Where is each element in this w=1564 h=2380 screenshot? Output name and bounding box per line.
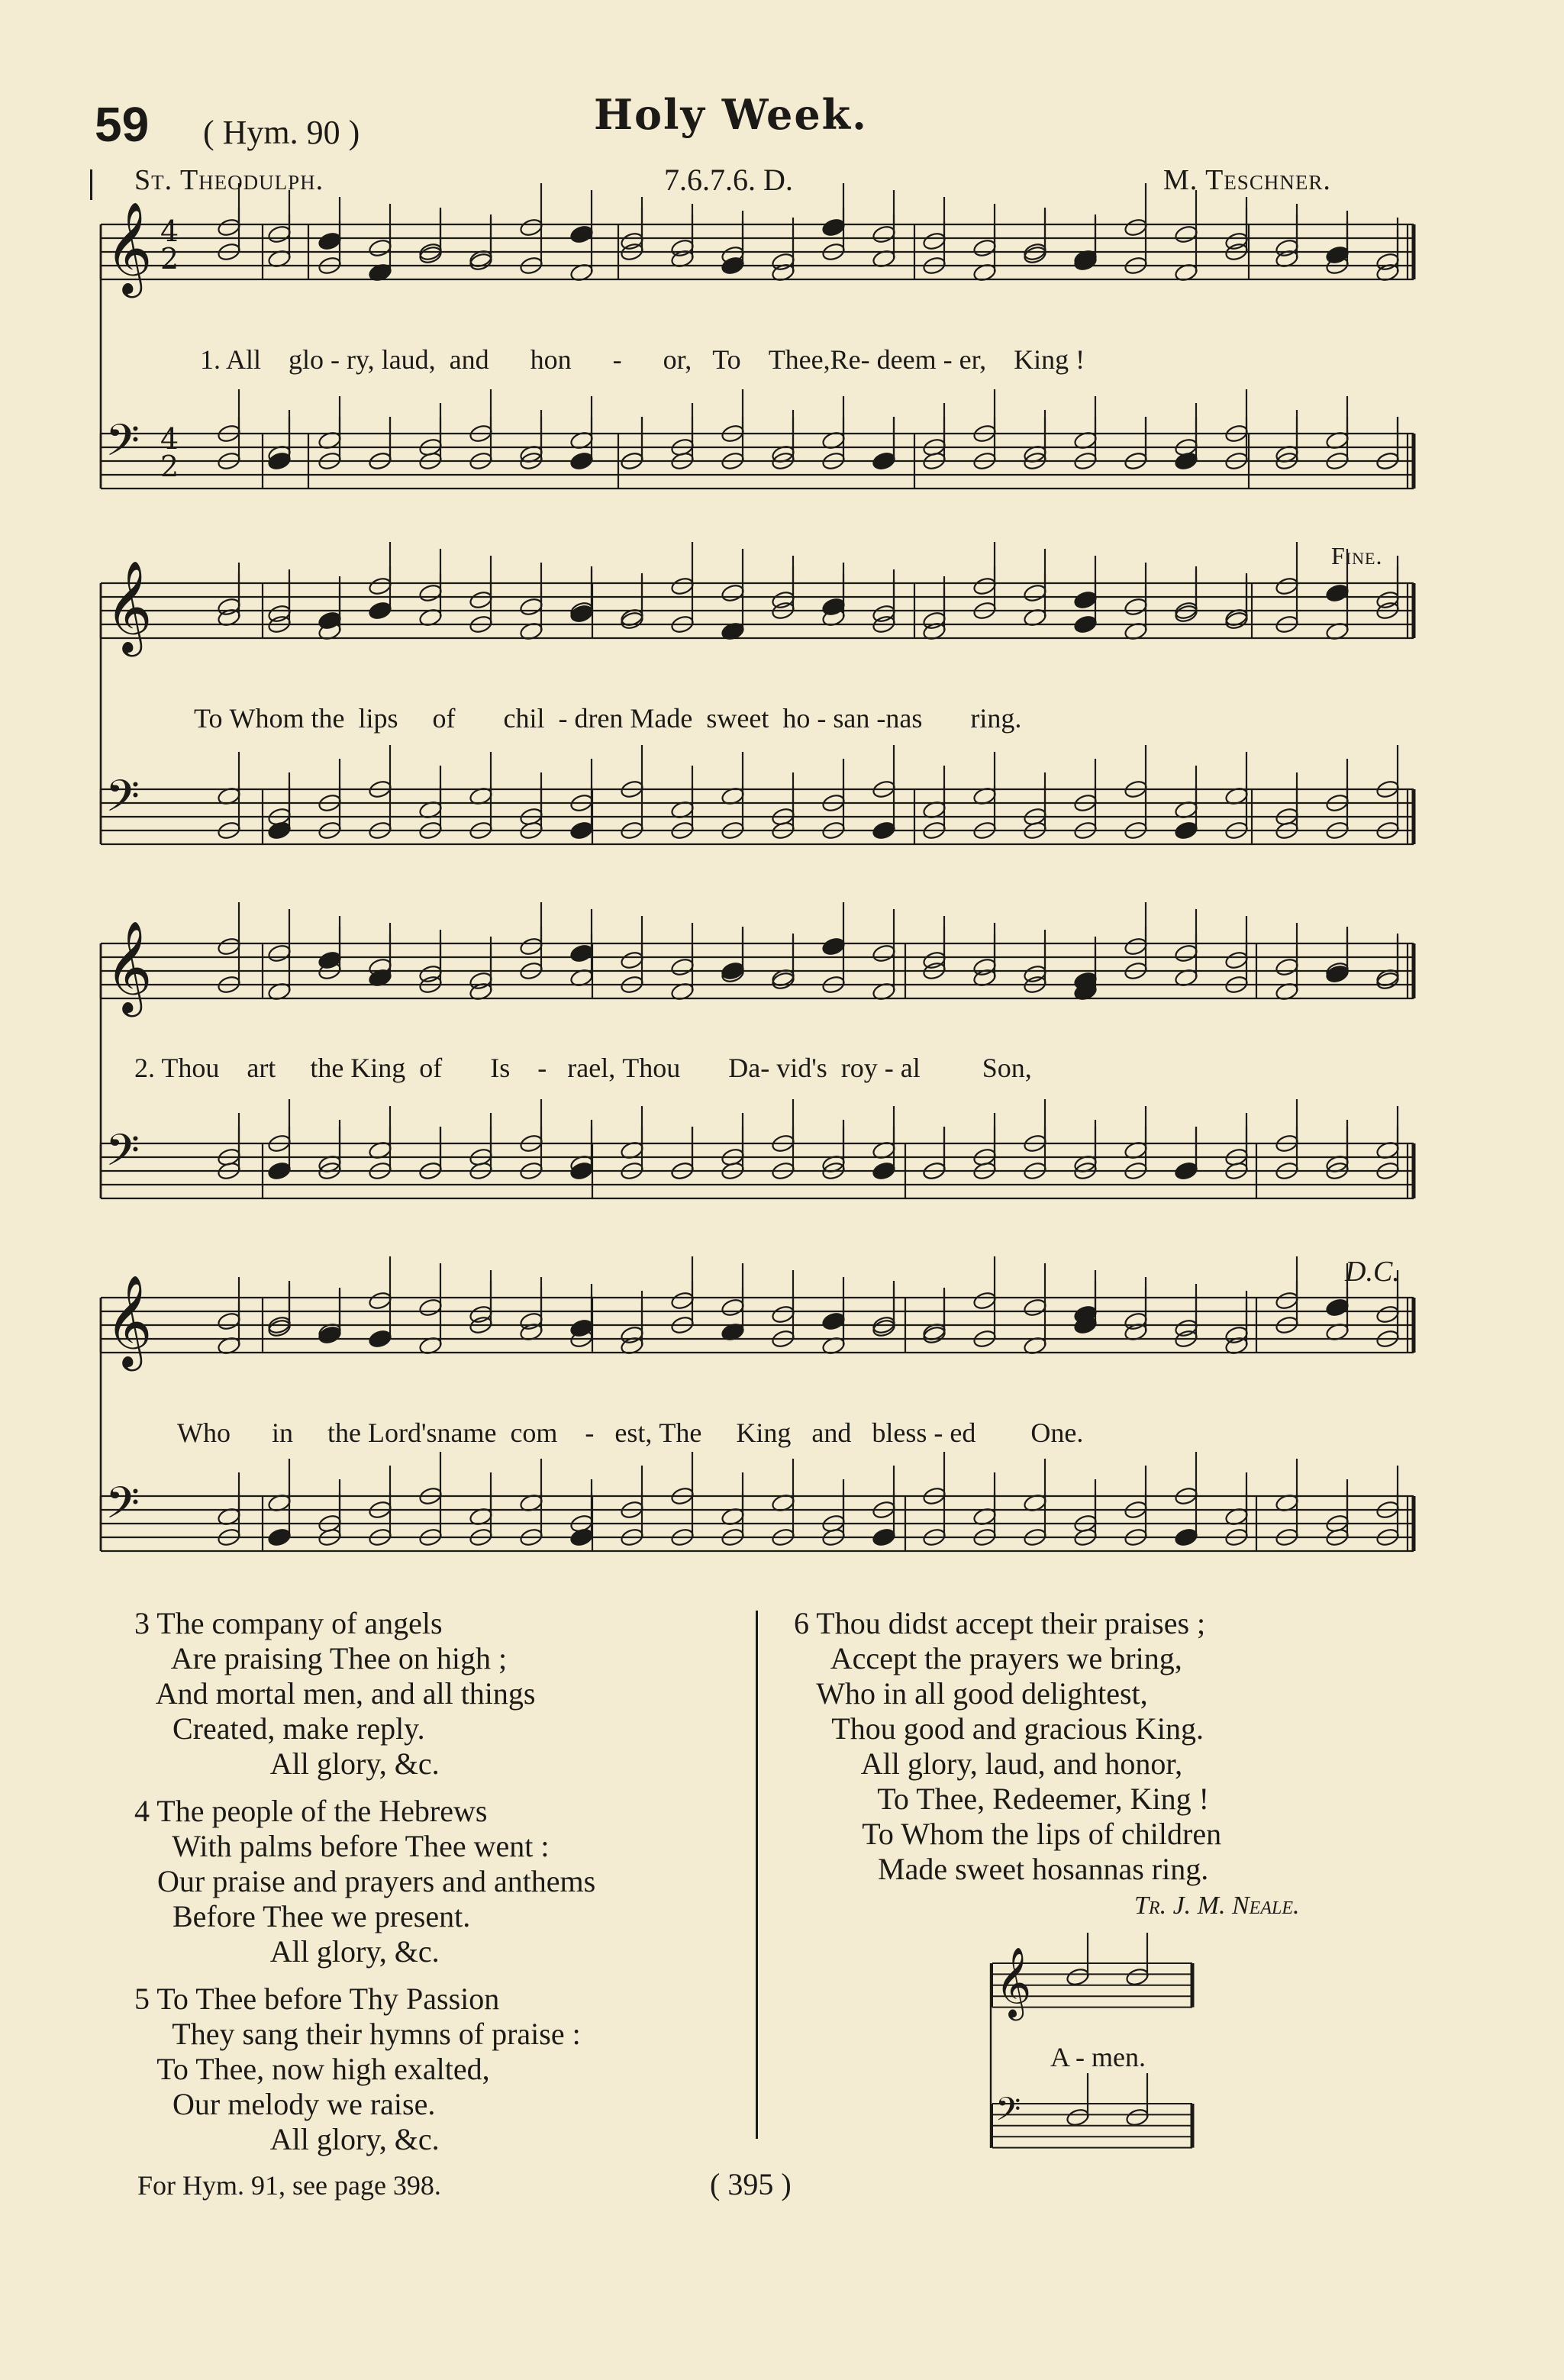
notehead (569, 821, 594, 840)
notehead (1124, 597, 1148, 617)
notehead (872, 821, 896, 840)
notehead (217, 937, 241, 956)
notehead (972, 238, 997, 258)
notehead (569, 1318, 594, 1338)
notehead (1174, 1161, 1198, 1181)
notehead (267, 943, 292, 963)
notehead (1023, 964, 1047, 984)
notehead (872, 1161, 896, 1181)
bass-clef: 𝄢 (995, 2091, 1021, 2137)
amen-text: A - men. (1050, 2042, 1146, 2072)
notehead (670, 1291, 695, 1311)
notehead (620, 950, 644, 970)
notehead (569, 943, 594, 963)
time-signature: 2 (160, 450, 179, 483)
notehead (1325, 583, 1350, 603)
notehead (217, 1311, 241, 1331)
treble-clef: 𝄞 (105, 920, 153, 1013)
cross-reference: For Hym. 91, see page 398. (137, 2170, 441, 2201)
time-signature: 4 (160, 214, 179, 248)
notehead (267, 1527, 292, 1547)
bass-clef: 𝄢 (105, 414, 140, 477)
notehead (1125, 2107, 1150, 2127)
notehead (771, 1304, 795, 1324)
notehead (1174, 1527, 1198, 1547)
verse-5: 5 To Thee before Thy Passion They sang their hymns of praise : To Thee, now high exalted, Our melody we raise. All glory, &c. (134, 1982, 581, 2156)
column-divider (756, 1611, 758, 2139)
notehead (922, 231, 946, 251)
notehead (721, 583, 745, 603)
notehead (469, 590, 493, 610)
notehead (267, 224, 292, 244)
notehead (217, 218, 241, 237)
notehead (469, 1304, 493, 1324)
notehead (1124, 937, 1148, 956)
notehead (972, 1291, 997, 1311)
notehead (519, 1311, 543, 1331)
notehead (368, 238, 392, 258)
notehead (267, 604, 292, 624)
notehead (569, 224, 594, 244)
notehead (1275, 238, 1299, 258)
alt-hymn-number: ( Hym. 90 ) (203, 114, 360, 151)
notehead (872, 224, 896, 244)
bass-clef: 𝄢 (105, 770, 140, 833)
notehead (721, 1298, 745, 1317)
notehead (1375, 1304, 1400, 1324)
notehead (1224, 1325, 1249, 1345)
notehead (1224, 950, 1249, 970)
notehead (267, 451, 292, 471)
notehead (922, 611, 946, 630)
notehead (620, 231, 644, 251)
notehead (418, 583, 443, 603)
notehead (670, 576, 695, 596)
notehead (368, 576, 392, 596)
notehead (1023, 1298, 1047, 1317)
notehead (1275, 1291, 1299, 1311)
notehead (1174, 224, 1198, 244)
verse-3: 3 The company of angels Are praising Thee on high ; And mortal men, and all things Created, make reply. All glory, &c. (134, 1606, 536, 1781)
notehead (872, 451, 896, 471)
notehead (1174, 821, 1198, 840)
notehead (1073, 590, 1098, 610)
notehead (771, 590, 795, 610)
fine-marking: Fine. (1331, 542, 1383, 569)
notehead (519, 937, 543, 956)
notehead (1275, 957, 1299, 977)
notehead (1275, 576, 1299, 596)
meter: 7.6.7.6. D. (664, 163, 793, 197)
notehead (569, 1161, 594, 1181)
notehead (1375, 590, 1400, 610)
notehead (872, 943, 896, 963)
time-signature: 2 (160, 242, 179, 276)
page-title: Holy Week. (594, 90, 868, 139)
notehead (721, 256, 745, 276)
notehead (721, 961, 745, 981)
notehead (1325, 245, 1350, 265)
lyric-line-3: 2. Thou art the King of Is - rael, Thou Da- vid's roy - al Son, (134, 1053, 1032, 1083)
notehead (217, 597, 241, 617)
notehead (368, 1329, 392, 1349)
notehead (267, 1161, 292, 1181)
dc-marking: D.C. (1345, 1256, 1400, 1288)
notehead (1375, 252, 1400, 272)
notehead (821, 597, 846, 617)
notehead (418, 964, 443, 984)
lyric-line-2: To Whom the lips of chil - dren Made sweet ho - san -nas ring. (194, 703, 1022, 734)
notehead (1066, 2107, 1090, 2127)
notehead (872, 604, 896, 624)
notehead (1174, 943, 1198, 963)
page-number: ( 395 ) (710, 2167, 792, 2201)
notehead (1325, 1298, 1350, 1317)
time-signature: 4 (160, 422, 179, 456)
verse-6: 6 Thou didst accept their praises ; Accept the prayers we bring, Who in all good delightest, Thou good and gracious King. All glory, laud, and honor, To Thee, Redeemer, King ! To Whom the lips of children Made sweet hosannas ring. (794, 1606, 1222, 1886)
treble-clef: 𝄞 (105, 201, 153, 294)
notehead (519, 597, 543, 617)
treble-clef: 𝄞 (995, 1946, 1032, 2017)
notehead (1124, 1311, 1148, 1331)
notehead (821, 937, 846, 956)
notehead (368, 601, 392, 621)
bass-clef: 𝄢 (105, 1124, 140, 1187)
notehead (972, 576, 997, 596)
hymn-number: 59 (95, 97, 150, 152)
notehead (1066, 1967, 1090, 1987)
notehead (922, 950, 946, 970)
notehead (1125, 1967, 1150, 1987)
notehead (469, 971, 493, 991)
lyric-line-4: Who in the Lord'sname com - est, The King and bless - ed One. (177, 1417, 1084, 1448)
notehead (318, 611, 342, 630)
notehead (569, 451, 594, 471)
notehead (771, 252, 795, 272)
notehead (519, 218, 543, 237)
notehead (1224, 231, 1249, 251)
notehead (368, 1291, 392, 1311)
translator-credit: Tr. J. M. Neale. (1134, 1891, 1300, 1920)
notehead (821, 218, 846, 237)
notehead (821, 1311, 846, 1331)
notehead (1073, 614, 1098, 634)
notehead (418, 1298, 443, 1317)
notehead (1023, 583, 1047, 603)
notehead (670, 957, 695, 977)
notehead (972, 957, 997, 977)
notehead (318, 950, 342, 970)
notehead (318, 231, 342, 251)
notehead (1174, 1318, 1198, 1338)
bass-clef: 𝄢 (105, 1477, 140, 1540)
notehead (872, 1527, 896, 1547)
composer: M. Teschner. (1163, 164, 1331, 196)
tune-name: St. Theodulph. (134, 164, 324, 196)
verse-4: 4 The people of the Hebrews With palms before Thee went : Our praise and prayers and anthems Before Thee we present. All glory, &c. (134, 1794, 596, 1969)
notehead (620, 1325, 644, 1345)
notehead (1124, 218, 1148, 237)
notehead (670, 238, 695, 258)
treble-clef: 𝄞 (105, 1274, 153, 1367)
treble-clef: 𝄞 (105, 560, 153, 653)
lyric-line-1: 1. All glo - ry, laud, and hon - or, To Thee,Re- deem - er, King ! (200, 344, 1085, 375)
